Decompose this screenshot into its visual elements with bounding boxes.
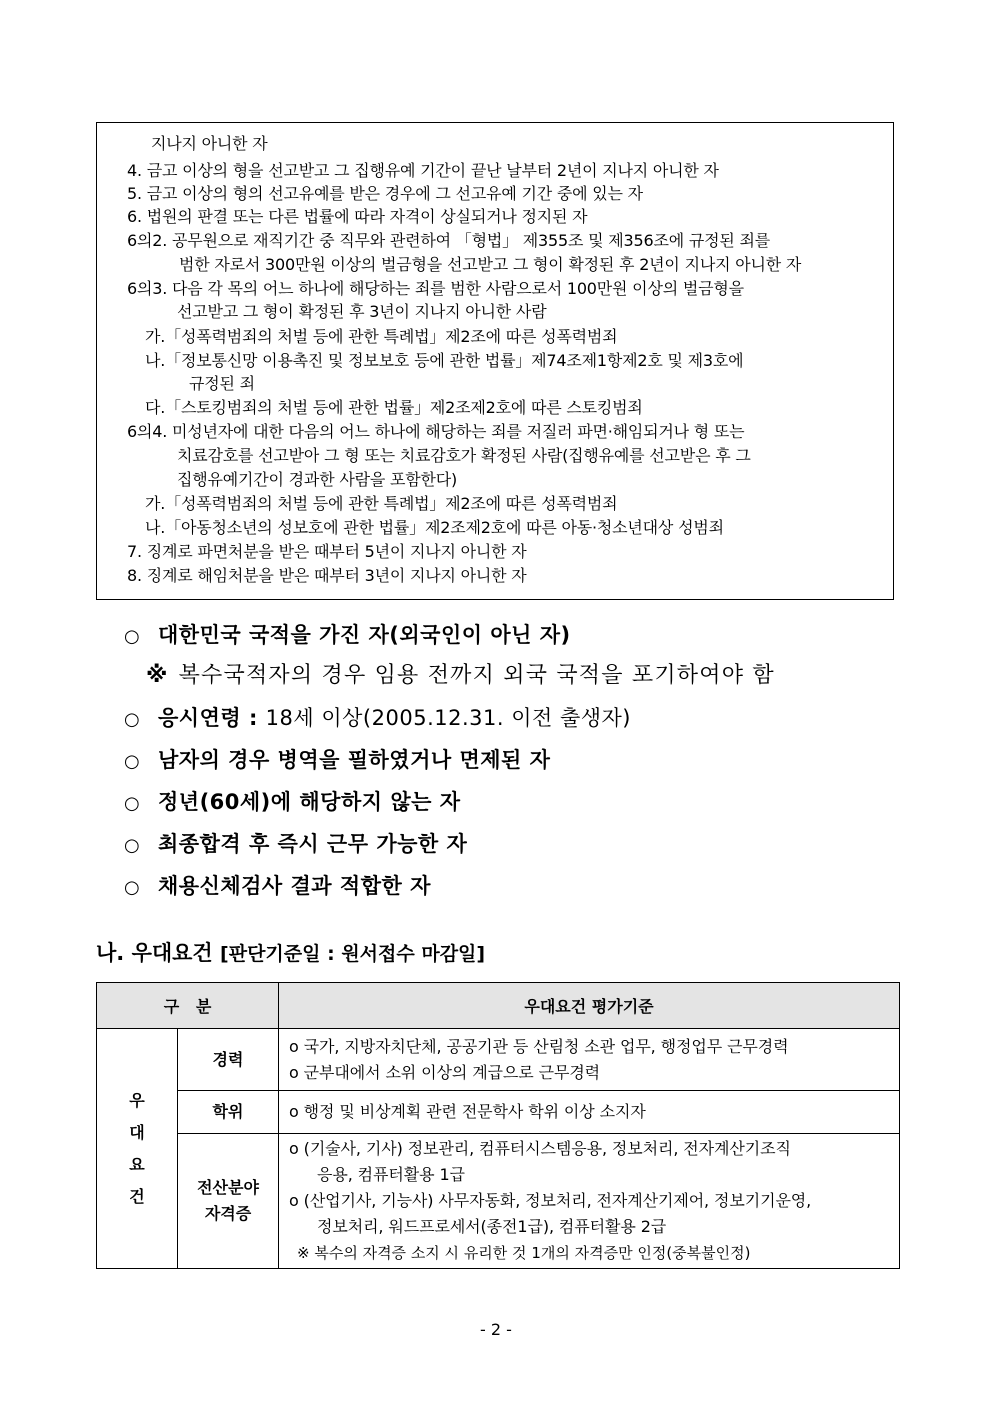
box-line: 치료감호를 선고받아 그 형 또는 치료감호가 확정된 사람(집행유예를 선고받은 후 그 [177,446,751,465]
circle-bullet-icon: ○ [124,877,141,898]
box-line: 나.「아동청소년의 성보호에 관한 법률」제2조제2호에 따른 아동·청소년대상 성범죄 [145,518,724,537]
cert-label: 전산분야 자격증 [178,1134,279,1269]
box-line: 지나지 아니한 자 [151,134,268,153]
box-line: 선고받고 그 형이 확정된 후 3년이 지나지 아니한 사람 [177,302,547,321]
bullet-retire: ○ 정년(60세)에 해당하지 않는 자 [124,787,461,819]
header-criteria: 우대요건 평가기준 [279,983,900,1029]
box-line: 집행유예기간이 경과한 사람을 포함한다) [177,470,458,489]
box-line: 8. 징계로 해임처분을 받은 때부터 3년이 지나지 아니한 자 [127,566,527,585]
circle-bullet-icon: ○ [124,793,141,814]
bullet-work: ○ 최종합격 후 즉시 근무 가능한 자 [124,829,467,861]
box-line: 나.「정보통신망 이용촉진 및 정보보호 등에 관한 법률」제74조제1항제2호 및 제3호에 [145,351,744,370]
circle-bullet-icon: ○ [124,709,141,730]
reference-mark-icon: ※ [146,663,169,688]
side-label: 우 대 요 건 [97,1029,178,1269]
career-label: 경력 [178,1029,279,1091]
box-line: 7. 징계로 파면처분을 받은 때부터 5년이 지나지 아니한 자 [127,542,527,561]
section-title: 나. 우대요건 [판단기준일 : 원서접수 마감일] [96,941,486,965]
cert-note: ※ 복수의 자격증 소지 시 유리한 것 1개의 자격증만 인정(중복불인정) [297,1244,751,1262]
dual-nationality-note: ※ 복수국적자의 경우 임용 전까지 외국 국적을 포기하여야 함 [146,663,775,688]
cert-criteria: o (기술사, 기사) 정보관리, 컴퓨터시스템응용, 정보처리, 전자계산기조직 응용, 컴퓨터활용 1급 o (산업기사, 기능사) 사무자동화, 정보처리, 전자계산기제어, 정보기기운영, 정보처리, 워드프로세서(종전1급), 컴퓨터활용 2급 ※ 복수의 자격증 소지 시 유리한 것 1개의 자격증만 인정(중복불인정) [279,1134,900,1269]
box-line: 6. 법원의 판결 또는 다른 법률에 따라 자격이 상실되거나 정지된 자 [127,207,588,226]
table-row [97,1029,900,1091]
table-header-row [97,983,900,1029]
circle-bullet-icon: ○ [124,835,141,856]
bullet-nationality: ○ 대한민국 국적을 가진 자(외국인이 아닌 자) [124,620,571,652]
degree-criteria: o 행정 및 비상계획 관련 전문학사 학위 이상 소지자 [279,1091,900,1134]
table-row [97,1134,900,1269]
career-criteria: o 국가, 지방자치단체, 공공기관 등 산림청 소관 업무, 행정업무 근무경력 o 군부대에서 소위 이상의 계급으로 근무경력 [279,1029,900,1091]
box-line: 가.「성폭력범죄의 처벌 등에 관한 특례법」제2조에 따른 성폭력범죄 [145,327,618,346]
box-line: 규정된 죄 [189,374,255,393]
box-line: 6의2. 공무원으로 재직기간 중 직무와 관련하여 「형법」 제355조 및 제356조에 규정된 죄를 [127,231,771,250]
bullet-health: ○ 채용신체검사 결과 적합한 자 [124,871,431,903]
bullet-age: ○ 응시연령 : 18세 이상(2005.12.31. 이전 출생자) [124,703,631,735]
header-category: 구 분 [97,983,279,1029]
box-line: 6의4. 미성년자에 대한 다음의 어느 하나에 해당하는 죄를 저질러 파면·해임되거나 형 또는 [127,422,745,441]
preference-table [96,982,900,1269]
bullet-military: ○ 남자의 경우 병역을 필하였거나 면제된 자 [124,745,550,777]
disqualification-box [96,122,894,600]
box-line: 4. 금고 이상의 형을 선고받고 그 집행유예 기간이 끝난 날부터 2년이 지나지 아니한 자 [127,161,719,180]
circle-bullet-icon: ○ [124,751,141,772]
circle-bullet-icon: ○ [124,626,141,647]
table-row [97,1091,900,1134]
box-line: 다.「스토킹범죄의 처벌 등에 관한 법률」제2조제2호에 따른 스토킹범죄 [145,398,643,417]
box-line: 범한 자로서 300만원 이상의 벌금형을 선고받고 그 형이 확정된 후 2년이 지나지 아니한 자 [179,255,802,274]
box-line: 가.「성폭력범죄의 처벌 등에 관한 특례법」제2조에 따른 성폭력범죄 [145,494,618,513]
box-line: 6의3. 다음 각 목의 어느 하나에 해당하는 죄를 범한 사람으로서 100만원 이상의 벌금형을 [127,279,744,298]
page-number: - 2 - [480,1320,512,1339]
box-line: 5. 금고 이상의 형의 선고유예를 받은 경우에 그 선고유예 기간 중에 있는 자 [127,184,643,203]
degree-label: 학위 [178,1091,279,1134]
